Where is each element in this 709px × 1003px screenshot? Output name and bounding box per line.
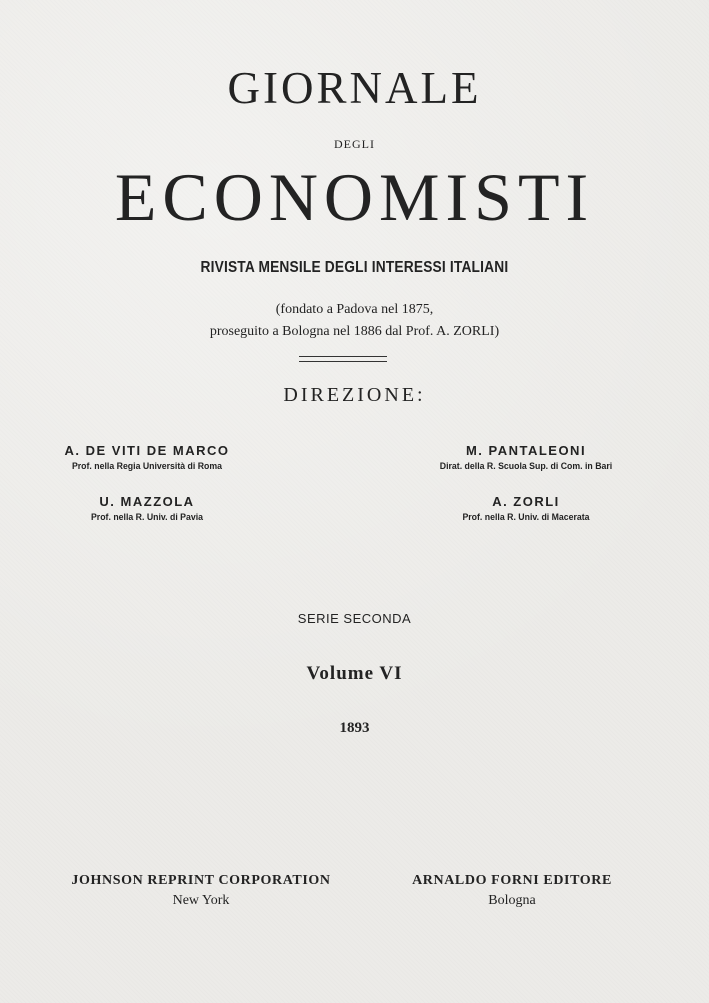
- publisher-entry: [51, 871, 351, 911]
- founding-note-line-2: proseguito a Bologna nel 1886 dal Prof. A. ZORLI): [209, 324, 500, 339]
- director-role: Prof. nella Regia Università di Roma: [71, 461, 223, 472]
- director-role: Dirat. della R. Scuola Sup. di Com. in Bari: [439, 461, 613, 472]
- director-role: Prof. nella R. Univ. di Macerata: [462, 512, 590, 523]
- director-entry: [7, 443, 287, 472]
- director-name: A. DE VITI DE MARCO: [64, 443, 230, 458]
- series-label: SERIE SECONDA: [297, 611, 412, 626]
- director-name: U. MAZZOLA: [99, 494, 195, 509]
- director-entry: [7, 494, 287, 523]
- journal-subtitle: RIVISTA MENSILE DEGLI INTERESSI ITALIANI: [200, 259, 509, 276]
- publication-year: 1893: [339, 720, 370, 736]
- volume-label: Volume VI: [306, 663, 403, 684]
- founding-note: [0, 299, 709, 343]
- founding-note-line-1: (fondato a Padova nel 1875,: [275, 302, 434, 317]
- journal-title-top: GIORNALE: [227, 63, 482, 113]
- publisher-name: JOHNSON REPRINT CORPORATION: [71, 873, 331, 888]
- director-name: M. PANTALEONI: [465, 443, 587, 458]
- divider-rule-bottom: [299, 361, 387, 362]
- journal-title-main: ECONOMISTI: [114, 159, 595, 235]
- journal-title-connector: DEGLI: [334, 137, 375, 151]
- director-entry: [386, 443, 666, 472]
- publisher-city: Bologna: [488, 893, 536, 908]
- publisher-city: New York: [172, 893, 230, 908]
- publisher-name: ARNALDO FORNI EDITORE: [412, 873, 612, 888]
- divider-rule-top: [299, 356, 387, 357]
- director-name: A. ZORLI: [492, 494, 560, 509]
- publisher-entry: [362, 871, 662, 911]
- director-role: Prof. nella R. Univ. di Pavia: [90, 512, 204, 523]
- direzione-heading: DIREZIONE:: [283, 384, 426, 406]
- director-entry: [386, 494, 666, 523]
